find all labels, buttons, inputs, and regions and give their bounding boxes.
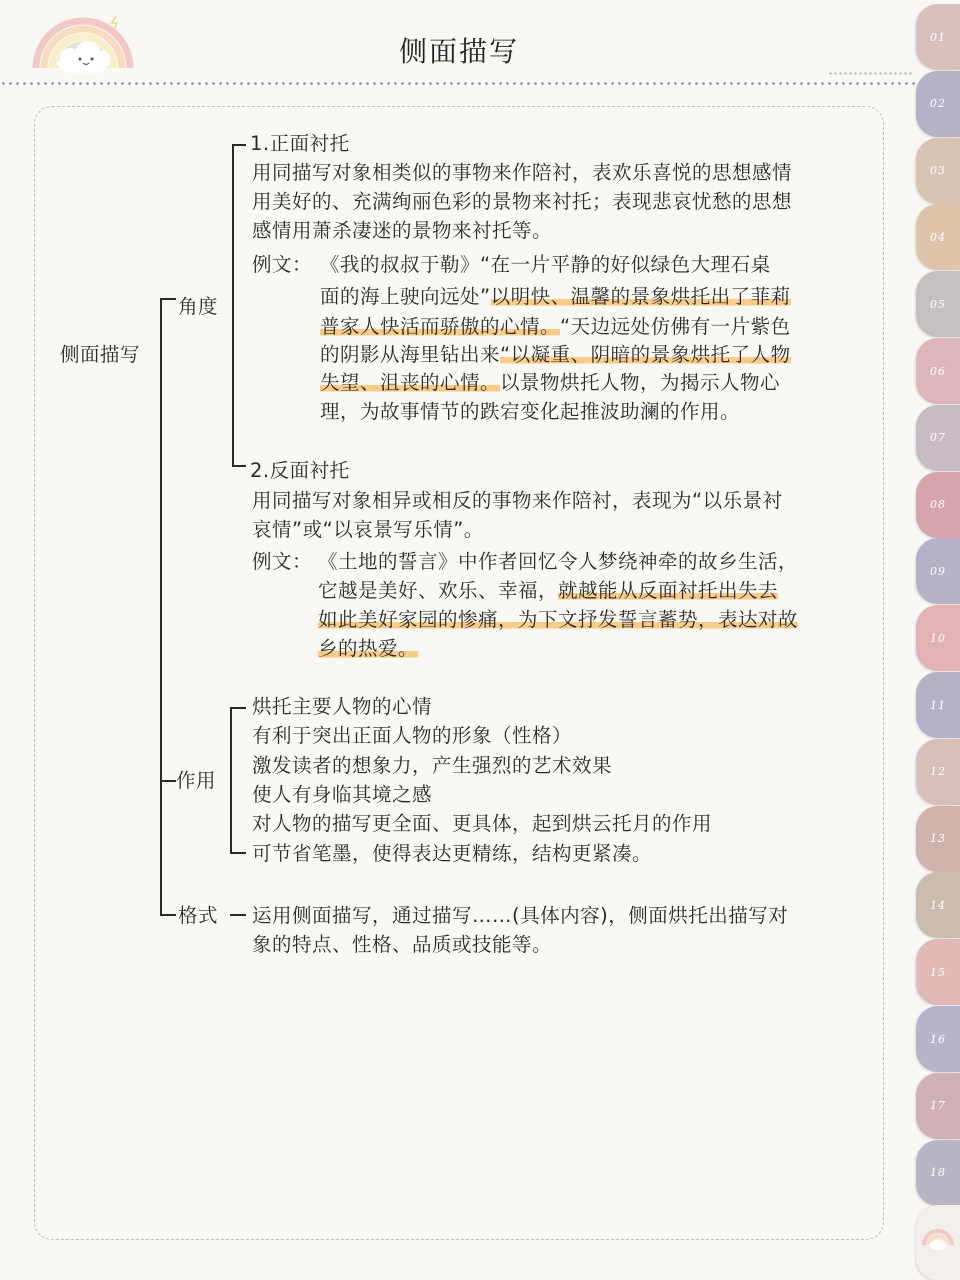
tab-label: 17: [930, 1099, 946, 1113]
connector-format: [160, 914, 176, 916]
tab-14[interactable]: [916, 872, 960, 938]
tab-05[interactable]: [916, 271, 960, 337]
front-example-label: 例文：: [252, 253, 313, 276]
tab-label: 10: [930, 631, 946, 645]
connector-root: [160, 298, 162, 916]
effect-item: 烘托主要人物的心情: [252, 695, 433, 718]
effect-item: 激发读者的想象力，产生强烈的艺术效果: [252, 754, 613, 777]
branch-angle-label: 角度: [178, 295, 219, 318]
tab-label: 18: [930, 1166, 946, 1180]
tab-label: 13: [930, 832, 946, 846]
tab-06[interactable]: [916, 338, 960, 404]
connector-format-dash: [230, 914, 246, 916]
tab-15[interactable]: [916, 939, 960, 1005]
front-contrast-line: 感情用萧杀凄迷的景物来衬托等。: [252, 219, 553, 242]
section-tabs: [916, 0, 960, 1280]
front-example-line: 普家人快活而骄傲的心情。“天边远处仿佛有一片紫色: [320, 315, 791, 338]
highlight: “以凝重、阴暗的景象烘托了人物: [500, 343, 791, 366]
dotted-divider: [0, 82, 915, 85]
effect-item: 有利于突出正面人物的形象（性格）: [252, 724, 573, 747]
back-contrast-line: 哀情”或“以哀景写乐情”。: [252, 518, 484, 541]
tab-16[interactable]: [916, 1006, 960, 1072]
bracket-angle: [232, 144, 234, 466]
front-example-line: 理，为故事情节的跌宕变化起推波助澜的作用。: [320, 400, 741, 423]
tab-label: 12: [930, 765, 946, 779]
branch-effect-label: 作用: [176, 769, 217, 792]
front-example-line: 的阴影从海里钻出来“以凝重、阴暗的景象烘托了人物: [320, 343, 791, 366]
back-contrast-line: 用同描写对象相异或相反的事物来作陪衬，表现为“以乐景衬: [252, 489, 783, 512]
tab-label: 14: [930, 898, 946, 912]
front-example-line: 失望、沮丧的心情。以景物烘托人物，为揭示人物心: [320, 371, 781, 394]
branch-format-label: 格式: [178, 904, 219, 927]
tab-17[interactable]: [916, 1073, 960, 1139]
tab-label: 08: [930, 498, 946, 512]
highlight: 就越能从反面衬托出失去: [558, 579, 779, 602]
format-line: 象的特点、性格、品质或技能等。: [252, 933, 553, 956]
tab-label: 11: [930, 698, 946, 712]
tab-label: 03: [930, 164, 946, 178]
highlight: 如此美好家园的惨痛，为下文抒发誓言蓄势，表达对故: [318, 608, 799, 631]
back-example-line: [318, 605, 798, 634]
tab-04[interactable]: [916, 204, 960, 270]
root-label: 侧面描写: [60, 343, 141, 366]
tab-label: 01: [930, 30, 946, 44]
tab-10[interactable]: [916, 605, 960, 671]
back-example-line: 《土地的誓言》中作者回忆令人梦绕神牵的故乡生活，: [318, 550, 799, 573]
tab-label: 06: [930, 364, 946, 378]
back-example-line: [318, 634, 418, 663]
tab-18[interactable]: [916, 1140, 960, 1206]
back-example-line: 它越是美好、欢乐、幸福，就越能从反面衬托出失去: [318, 579, 779, 602]
bracket-angle-top: [232, 144, 246, 146]
bracket-angle-bottom: [232, 465, 246, 467]
tab-07[interactable]: [916, 405, 960, 471]
tab-02[interactable]: [916, 71, 960, 137]
effect-item: 对人物的描写更全面、更具体，起到烘云托月的作用: [252, 812, 713, 835]
tab-13[interactable]: [916, 806, 960, 872]
connector-effect: [160, 780, 176, 782]
dotted-accent: [828, 72, 914, 75]
rainbow-home-icon: [916, 1215, 960, 1255]
bracket-effect-top: [230, 707, 246, 709]
format-line: 运用侧面描写，通过描写……(具体内容)，侧面烘托出描写对: [252, 904, 789, 927]
highlight: 以明快、温馨的景象烘托出了菲莉: [490, 285, 791, 308]
bracket-effect-bottom: [230, 852, 246, 854]
tab-label: 07: [930, 431, 946, 445]
tab-label: 02: [930, 97, 946, 111]
highlight: 失望、沮丧的心情。: [320, 371, 501, 394]
highlight: 普家人快活而骄傲的心情。: [320, 315, 561, 338]
front-contrast-line: 用同描写对象相类似的事物来作陪衬，表欢乐喜悦的思想感情: [252, 161, 793, 184]
front-contrast-line: 用美好的、充满绚丽色彩的景物来衬托；表现悲哀忧愁的思想: [252, 190, 793, 213]
effect-item: 使人有身临其境之感: [252, 783, 433, 806]
tab-08[interactable]: [916, 472, 960, 538]
tab-12[interactable]: [916, 739, 960, 805]
home-tab[interactable]: [916, 1205, 960, 1280]
tab-label: 05: [930, 297, 946, 311]
tab-label: 15: [930, 965, 946, 979]
front-example-line: 面的海上驶向远处”以明快、温馨的景象烘托出了菲莉: [320, 285, 791, 308]
back-contrast-heading: 2.反面衬托: [250, 459, 350, 482]
tab-label: 09: [930, 564, 946, 578]
highlight: 乡的热爱。: [318, 637, 419, 660]
effect-item: 可节省笔墨，使得表达更精练，结构更紧凑。: [252, 842, 653, 865]
front-contrast-heading: 1.正面衬托: [250, 132, 350, 155]
tab-03[interactable]: [916, 138, 960, 204]
tab-label: 04: [930, 230, 946, 244]
front-example-line: 《我的叔叔于勒》“在一片平静的好似绿色大理石桌: [320, 253, 771, 276]
tab-09[interactable]: [916, 538, 960, 604]
back-example-label: 例文：: [252, 550, 313, 573]
bracket-effect: [230, 707, 232, 853]
connector-angle: [160, 298, 176, 300]
tab-01[interactable]: [916, 4, 960, 70]
page-title: 侧面描写: [398, 35, 519, 68]
tab-11[interactable]: [916, 672, 960, 738]
tab-label: 16: [930, 1032, 946, 1046]
